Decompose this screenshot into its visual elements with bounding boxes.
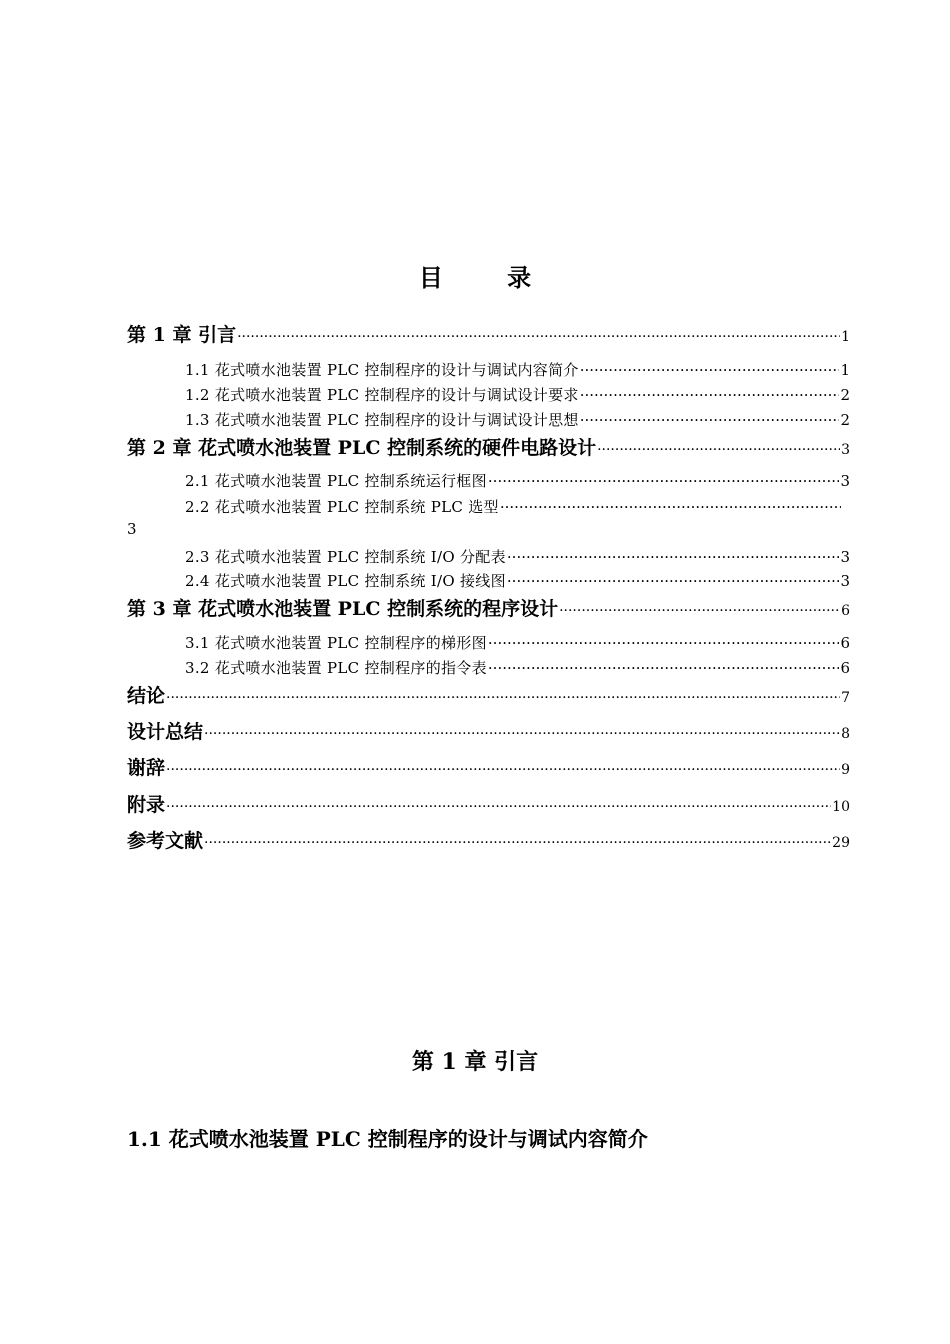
toc-entry-page: 1 bbox=[841, 329, 850, 345]
toc-entry-text: 结论 bbox=[127, 685, 166, 707]
toc-entry[interactable] bbox=[127, 546, 850, 567]
toc-entry-text: 1.3 花式喷水池装置 PLC 控制程序的设计与调试设计思想 bbox=[185, 411, 579, 429]
toc-entry[interactable] bbox=[127, 826, 850, 853]
toc-entry[interactable] bbox=[127, 681, 850, 708]
toc-entry[interactable] bbox=[127, 717, 850, 744]
toc-entry-page: 6 bbox=[840, 659, 850, 677]
toc-leader bbox=[507, 548, 840, 565]
toc-leader bbox=[204, 726, 840, 741]
toc-entry-text: 谢辞 bbox=[127, 757, 166, 779]
toc-entry[interactable] bbox=[127, 409, 850, 430]
toc-entry-text: 附录 bbox=[127, 794, 166, 816]
toc-wrapped-page-number: 3 bbox=[127, 520, 137, 538]
toc-entry-text: 第 1 章 引言 bbox=[127, 324, 237, 346]
toc-entry[interactable] bbox=[127, 496, 842, 517]
toc-entry-text: 参考文献 bbox=[127, 830, 204, 852]
toc-leader bbox=[580, 411, 840, 428]
toc-entry-page: 3 bbox=[840, 572, 850, 590]
toc-entry-page: 8 bbox=[841, 726, 850, 742]
toc-leader bbox=[488, 659, 840, 676]
toc-entry-page: 3 bbox=[840, 472, 850, 490]
toc-entry[interactable] bbox=[127, 632, 850, 653]
toc-entry-text: 2.3 花式喷水池装置 PLC 控制系统 I/O 分配表 bbox=[185, 548, 506, 566]
toc-entry[interactable] bbox=[127, 320, 850, 347]
toc-entry-page: 6 bbox=[841, 603, 850, 619]
toc-entry-page: 6 bbox=[840, 634, 850, 652]
toc-entry-page: 2 bbox=[840, 386, 850, 404]
toc-leader bbox=[204, 835, 831, 850]
toc-entry-text: 1.2 花式喷水池装置 PLC 控制程序的设计与调试设计要求 bbox=[185, 386, 579, 404]
toc-leader bbox=[166, 690, 840, 705]
toc-entry-page: 7 bbox=[841, 690, 850, 706]
chapter-heading: 第 1 章 引言 bbox=[411, 1049, 539, 1075]
toc-leader bbox=[507, 572, 840, 589]
toc-entry-page: 3 bbox=[840, 548, 850, 566]
toc-entry[interactable] bbox=[127, 359, 850, 380]
toc-entry[interactable] bbox=[127, 657, 850, 678]
toc-entry-text: 3.1 花式喷水池装置 PLC 控制程序的梯形图 bbox=[185, 634, 487, 652]
toc-title: 目 录 bbox=[418, 263, 560, 292]
toc-entry-page: 9 bbox=[841, 762, 850, 778]
toc-entry-text: 3.2 花式喷水池装置 PLC 控制程序的指令表 bbox=[185, 659, 487, 677]
toc-entry[interactable] bbox=[127, 753, 850, 780]
toc-entry-text: 2.1 花式喷水池装置 PLC 控制系统运行框图 bbox=[185, 472, 487, 490]
toc-entry-text: 1.1 花式喷水池装置 PLC 控制程序的设计与调试内容简介 bbox=[185, 361, 579, 379]
toc-entry[interactable] bbox=[127, 433, 850, 460]
toc-leader bbox=[580, 361, 840, 378]
toc-entry-text: 第 2 章 花式喷水池装置 PLC 控制系统的硬件电路设计 bbox=[127, 437, 597, 459]
toc-entry-text: 2.2 花式喷水池装置 PLC 控制系统 PLC 选型 bbox=[185, 498, 499, 516]
toc-entry-text: 设计总结 bbox=[127, 721, 204, 743]
toc-entry[interactable] bbox=[127, 594, 850, 621]
toc-leader bbox=[488, 472, 840, 489]
toc-entry-text: 2.4 花式喷水池装置 PLC 控制系统 I/O 接线图 bbox=[185, 572, 506, 590]
toc-leader bbox=[597, 442, 840, 457]
toc-leader bbox=[500, 498, 841, 515]
toc-entry-page: 10 bbox=[832, 799, 850, 815]
toc-leader bbox=[166, 799, 831, 814]
toc-entry-page: 1 bbox=[840, 361, 850, 379]
toc-entry-text: 第 3 章 花式喷水池装置 PLC 控制系统的程序设计 bbox=[127, 598, 559, 620]
toc-leader bbox=[559, 603, 840, 618]
toc-entry[interactable] bbox=[127, 384, 850, 405]
toc-entry[interactable] bbox=[127, 790, 850, 817]
toc-leader bbox=[237, 329, 840, 344]
toc-entry-page: 29 bbox=[832, 835, 850, 851]
toc-entry[interactable] bbox=[127, 470, 850, 491]
toc-entry-page: 2 bbox=[840, 411, 850, 429]
toc-leader bbox=[488, 634, 840, 651]
section-heading: 1.1 花式喷水池装置 PLC 控制程序的设计与调试内容简介 bbox=[127, 1127, 648, 1151]
toc-entry-page: 3 bbox=[841, 442, 850, 458]
toc-entry[interactable] bbox=[127, 570, 850, 591]
toc-leader bbox=[166, 762, 840, 777]
toc-leader bbox=[580, 386, 840, 403]
